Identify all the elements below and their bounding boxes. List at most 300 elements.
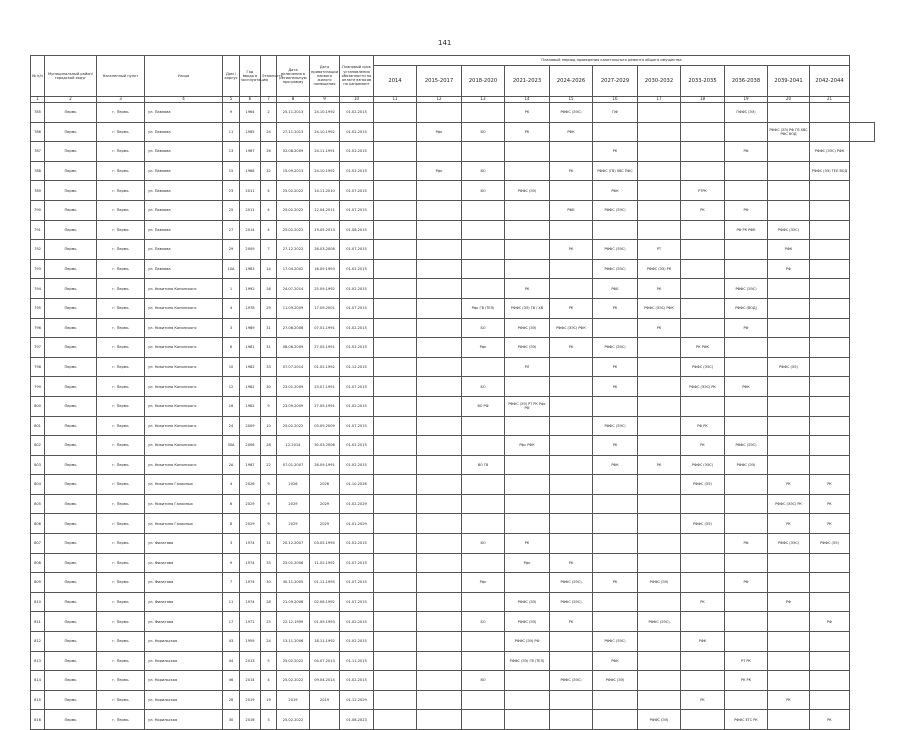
- column-number: 16: [593, 97, 638, 103]
- schedule-cell: [810, 436, 850, 456]
- house-cell: 28: [223, 690, 240, 710]
- schedule-cell: Рфс: [462, 573, 505, 593]
- house-cell: 44: [223, 651, 240, 671]
- house-cell: 46: [223, 671, 240, 691]
- schedule-cell: [725, 632, 768, 652]
- schedule-cell: [550, 710, 593, 730]
- schedule-cell: [505, 416, 550, 436]
- year-header: 2015-2017: [417, 66, 462, 97]
- house-cell: 2А: [223, 455, 240, 475]
- settlement-cell: г. Пермь: [97, 534, 145, 554]
- built-year-cell: 1974: [240, 592, 261, 612]
- table-row: [31, 142, 875, 162]
- street-cell: ул. Павлова: [145, 103, 223, 123]
- schedule-cell: РФФС (ЭЭС): [550, 573, 593, 593]
- municipality-cell: Пермь: [45, 573, 97, 593]
- schedule-cell: РФК: [593, 651, 638, 671]
- schedule-cell: [810, 200, 850, 220]
- municipality-cell: Пермь: [45, 671, 97, 691]
- schedule-cell: [462, 259, 505, 279]
- schedule-cell: РФФС (ЭЭ) РТ РК Рфс РФ: [505, 396, 550, 416]
- column-number: 18: [681, 97, 725, 103]
- table-row: [31, 240, 875, 260]
- schedule-cell: [681, 298, 725, 318]
- schedule-cell: БО: [462, 612, 505, 632]
- built-year-cell: 1983: [240, 259, 261, 279]
- settlement-cell: г. Пермь: [97, 475, 145, 495]
- built-year-cell: 2011: [240, 181, 261, 201]
- schedule-cell: [417, 592, 462, 612]
- schedule-cell: [417, 690, 462, 710]
- built-year-cell: 2009: [240, 240, 261, 260]
- schedule-cell: [638, 651, 681, 671]
- schedule-cell: [417, 200, 462, 220]
- schedule-cell: ВО: [462, 671, 505, 691]
- schedule-cell: [768, 279, 810, 299]
- schedule-cell: РК: [593, 436, 638, 456]
- included-date-cell: 13.11.2006: [277, 632, 310, 652]
- street-cell: ул. Павлова: [145, 240, 223, 260]
- street-cell: ул. Норильская: [145, 632, 223, 652]
- street-cell: ул. Никитина Галкиных: [145, 475, 223, 495]
- municipality-cell: Пермь: [45, 318, 97, 338]
- settlement-cell: г. Пермь: [97, 651, 145, 671]
- floors-cell: 31: [261, 534, 277, 554]
- schedule-cell: РФФС (ЭЭ): [505, 612, 550, 632]
- schedule-cell: РФФС (ЭЭС): [550, 671, 593, 691]
- schedule-cell: [768, 181, 810, 201]
- table-row: [31, 612, 875, 632]
- schedule-cell: [638, 690, 681, 710]
- settlement-cell: г. Пермь: [97, 690, 145, 710]
- schedule-cell: РФК: [768, 240, 810, 260]
- table-row: [31, 494, 875, 514]
- street-cell: ул. Филатова: [145, 534, 223, 554]
- column-number: 9: [310, 97, 340, 103]
- schedule-cell: РФФС (ЭЭС): [725, 436, 768, 456]
- settlement-cell: г. Пермь: [97, 220, 145, 240]
- schedule-cell: [638, 632, 681, 652]
- schedule-cell: [681, 651, 725, 671]
- municipality-cell: Пермь: [45, 455, 97, 475]
- header-privatized: Дата приватизации первого жилого помещения: [310, 56, 340, 97]
- schedule-cell: РК: [681, 592, 725, 612]
- schedule-cell: [681, 534, 725, 554]
- deadline-date-cell: 01.02.2015: [340, 122, 374, 142]
- municipality-cell: Пермь: [45, 494, 97, 514]
- built-year-cell: 2016: [240, 710, 261, 730]
- row-number: 798: [31, 357, 45, 377]
- schedule-cell: [725, 161, 768, 181]
- schedule-cell: [681, 671, 725, 691]
- privatized-date-cell: 03.05.1995: [310, 534, 340, 554]
- schedule-cell: РФФС (ЭЭС): [593, 240, 638, 260]
- schedule-cell: РФФС (ЭЭ): [638, 573, 681, 593]
- schedule-cell: РФФС (ЭЭ): [768, 357, 810, 377]
- schedule-cell: [768, 632, 810, 652]
- deadline-date-cell: 01.08.2023: [340, 710, 374, 730]
- municipality-cell: Пермь: [45, 534, 97, 554]
- deadline-date-cell: 01.08.2015: [340, 220, 374, 240]
- schedule-cell: [550, 142, 593, 162]
- table-row: [31, 632, 875, 652]
- street-cell: ул. Никитина Конопского: [145, 298, 223, 318]
- privatized-date-cell: 12.04.2011: [310, 200, 340, 220]
- house-cell: 15: [223, 161, 240, 181]
- table-row: [31, 122, 875, 142]
- house-cell: 13: [223, 142, 240, 162]
- schedule-cell: [768, 377, 810, 397]
- row-number: 787: [31, 142, 45, 162]
- schedule-cell: [417, 338, 462, 358]
- column-number: 12: [417, 97, 462, 103]
- schedule-cell: [681, 279, 725, 299]
- schedule-cell: [638, 357, 681, 377]
- schedule-cell: [638, 436, 681, 456]
- privatized-date-cell: 07.01.1991: [310, 318, 340, 338]
- deadline-date-cell: 01.02.2015: [340, 338, 374, 358]
- row-number: 816: [31, 710, 45, 730]
- header-settlement: Населенный пункт: [97, 56, 145, 97]
- floors-cell: 2: [261, 103, 277, 123]
- schedule-cell: [638, 338, 681, 358]
- schedule-cell: [768, 553, 810, 573]
- schedule-cell: [768, 338, 810, 358]
- privatized-date-cell: 17.09.2001: [310, 298, 340, 318]
- schedule-cell: [550, 357, 593, 377]
- built-year-cell: 1967: [240, 142, 261, 162]
- schedule-cell: [417, 671, 462, 691]
- street-cell: ул. Павлова: [145, 122, 223, 142]
- house-cell: 4: [223, 475, 240, 495]
- municipality-cell: Пермь: [45, 259, 97, 279]
- schedule-cell: [550, 632, 593, 652]
- schedule-cell: РФК: [681, 632, 725, 652]
- row-number: 810: [31, 592, 45, 612]
- schedule-cell: [374, 377, 417, 397]
- schedule-cell: [810, 455, 850, 475]
- schedule-cell: [462, 651, 505, 671]
- schedule-cell: РФ: [725, 142, 768, 162]
- schedule-cell: Рфс РФК: [505, 436, 550, 456]
- schedule-cell: [417, 710, 462, 730]
- schedule-cell: [374, 142, 417, 162]
- schedule-cell: РФФС (ЭЭ): [505, 318, 550, 338]
- built-year-cell: 2029: [240, 494, 261, 514]
- built-year-cell: 1981: [240, 338, 261, 358]
- deadline-date-cell: 01.02.2015: [340, 612, 374, 632]
- municipality-cell: Пермь: [45, 475, 97, 495]
- floors-cell: 28: [261, 436, 277, 456]
- municipality-cell: Пермь: [45, 416, 97, 436]
- table-row: [31, 357, 875, 377]
- schedule-cell: [417, 259, 462, 279]
- schedule-cell: [374, 103, 417, 123]
- settlement-cell: г. Пермь: [97, 671, 145, 691]
- schedule-cell: РФФС (ЭЭ) РК: [638, 259, 681, 279]
- year-header: 2042-2044: [810, 66, 850, 97]
- schedule-cell: РЛ: [505, 357, 550, 377]
- schedule-cell: Рфс: [417, 161, 462, 181]
- schedule-cell: ВО: [462, 122, 505, 142]
- schedule-cell: [374, 710, 417, 730]
- schedule-cell: [768, 142, 810, 162]
- house-cell: 6: [223, 338, 240, 358]
- schedule-cell: РФФС (ЭЭ) ГВ / ХВ: [505, 298, 550, 318]
- row-number: 795: [31, 298, 45, 318]
- schedule-cell: [505, 377, 550, 397]
- built-year-cell: 1974: [240, 534, 261, 554]
- schedule-cell: [462, 357, 505, 377]
- included-date-cell: 27.12.2022: [277, 240, 310, 260]
- schedule-cell: [417, 103, 462, 123]
- schedule-cell: РФ: [725, 200, 768, 220]
- schedule-cell: РФФС (ЭЭС): [593, 200, 638, 220]
- included-date-cell: 08.06.2009: [277, 338, 310, 358]
- table-row: [31, 103, 875, 123]
- schedule-cell: РК: [593, 377, 638, 397]
- floors-cell: 31: [261, 338, 277, 358]
- floors-cell: 9: [261, 475, 277, 495]
- municipality-cell: Пермь: [45, 103, 97, 123]
- header-plan-group: Плановый период проведения капитального ремонта общего имущества: [374, 56, 850, 66]
- street-cell: ул. Норильская: [145, 690, 223, 710]
- schedule-cell: [374, 338, 417, 358]
- schedule-cell: [768, 651, 810, 671]
- house-cell: 17: [223, 612, 240, 632]
- built-year-cell: 1987: [240, 455, 261, 475]
- schedule-cell: РФФС ЕТС РК: [725, 710, 768, 730]
- schedule-cell: [417, 416, 462, 436]
- included-date-cell: 07.01.2007: [277, 455, 310, 475]
- schedule-cell: [810, 690, 850, 710]
- privatized-date-cell: 25.09.1992: [310, 279, 340, 299]
- street-cell: ул. Филатова: [145, 612, 223, 632]
- schedule-cell: Рфс: [417, 122, 462, 142]
- schedule-cell: [725, 181, 768, 201]
- schedule-cell: [417, 553, 462, 573]
- house-cell: 9: [223, 553, 240, 573]
- privatized-date-cell: 18.11.1992: [310, 632, 340, 652]
- settlement-cell: г. Пермь: [97, 298, 145, 318]
- floors-cell: 3: [261, 710, 277, 730]
- schedule-cell: РФ: [810, 612, 850, 632]
- built-year-cell: 1974: [240, 573, 261, 593]
- included-date-cell: 2026: [277, 475, 310, 495]
- schedule-cell: РФ: [725, 534, 768, 554]
- row-number: 806: [31, 514, 45, 534]
- municipality-cell: Пермь: [45, 710, 97, 730]
- column-number: 7: [261, 97, 277, 103]
- schedule-cell: [374, 494, 417, 514]
- schedule-cell: [681, 573, 725, 593]
- header-municipality: Муниципальный район/городской округ: [45, 56, 97, 97]
- municipality-cell: Пермь: [45, 338, 97, 358]
- schedule-cell: [768, 103, 810, 123]
- floors-cell: 30: [261, 377, 277, 397]
- column-number: 2: [45, 97, 97, 103]
- floors-cell: 30: [261, 573, 277, 593]
- schedule-cell: РК: [810, 710, 850, 730]
- deadline-date-cell: 01.10.2026: [340, 475, 374, 495]
- house-cell: 3: [223, 534, 240, 554]
- built-year-cell: 2011: [240, 200, 261, 220]
- schedule-cell: [850, 122, 875, 142]
- row-number: 802: [31, 436, 45, 456]
- schedule-cell: [374, 416, 417, 436]
- schedule-cell: [593, 396, 638, 416]
- row-number: 796: [31, 318, 45, 338]
- schedule-cell: [681, 553, 725, 573]
- privatized-date-cell: [310, 710, 340, 730]
- included-date-cell: 25.02.2022: [277, 200, 310, 220]
- house-cell: 43: [223, 632, 240, 652]
- schedule-cell: РФФС (ЭЭ): [810, 534, 850, 554]
- schedule-cell: [810, 298, 850, 318]
- schedule-cell: РК: [681, 436, 725, 456]
- schedule-cell: [725, 514, 768, 534]
- schedule-cell: [462, 103, 505, 123]
- floors-cell: 26: [261, 142, 277, 162]
- settlement-cell: г. Пермь: [97, 377, 145, 397]
- built-year-cell: 1965: [240, 122, 261, 142]
- schedule-cell: [681, 122, 725, 142]
- deadline-date-cell: 01.07.2015: [340, 298, 374, 318]
- table-row: [31, 181, 875, 201]
- schedule-cell: [810, 240, 850, 260]
- street-cell: ул. Норильская: [145, 651, 223, 671]
- schedule-cell: [417, 436, 462, 456]
- table-row: [31, 534, 875, 554]
- settlement-cell: г. Пермь: [97, 357, 145, 377]
- schedule-cell: [462, 436, 505, 456]
- house-cell: 11: [223, 122, 240, 142]
- table-row: [31, 259, 875, 279]
- schedule-cell: РФФС (ЭЭС): [550, 103, 593, 123]
- schedule-cell: РФФС (ЭЭС): [593, 338, 638, 358]
- street-cell: ул. Никитина Конопского: [145, 377, 223, 397]
- schedule-cell: [638, 494, 681, 514]
- schedule-cell: РФ РК: [681, 416, 725, 436]
- row-number: 809: [31, 573, 45, 593]
- schedule-cell: [374, 122, 417, 142]
- municipality-cell: Пермь: [45, 612, 97, 632]
- schedule-cell: [417, 298, 462, 318]
- included-date-cell: 23.01.2009: [277, 377, 310, 397]
- house-cell: 4: [223, 298, 240, 318]
- schedule-cell: [768, 710, 810, 730]
- schedule-cell: [725, 259, 768, 279]
- schedule-cell: [374, 455, 417, 475]
- street-cell: ул. Филатова: [145, 553, 223, 573]
- schedule-cell: [681, 396, 725, 416]
- settlement-cell: г. Пермь: [97, 200, 145, 220]
- row-number: 811: [31, 612, 45, 632]
- privatized-date-cell: 2029: [310, 514, 340, 534]
- schedule-cell: [810, 103, 850, 123]
- schedule-cell: [725, 494, 768, 514]
- schedule-cell: [638, 142, 681, 162]
- schedule-cell: [681, 103, 725, 123]
- table-row: [31, 279, 875, 299]
- header-built: Год ввода в эксплуатацию: [240, 56, 261, 97]
- row-number: 785: [31, 103, 45, 123]
- schedule-cell: [725, 416, 768, 436]
- privatized-date-cell: 01.09.1993: [310, 612, 340, 632]
- column-number: 3: [97, 97, 145, 103]
- schedule-cell: [681, 318, 725, 338]
- schedule-cell: Рфс: [505, 553, 550, 573]
- included-date-cell: 2029: [277, 514, 310, 534]
- included-date-cell: 27.11.2013: [277, 122, 310, 142]
- settlement-cell: г. Пермь: [97, 612, 145, 632]
- schedule-cell: [505, 671, 550, 691]
- table-row: [31, 298, 875, 318]
- house-cell: 30: [223, 710, 240, 730]
- row-number: 807: [31, 534, 45, 554]
- settlement-cell: г. Пермь: [97, 259, 145, 279]
- included-date-cell: 25.02.2022: [277, 220, 310, 240]
- house-cell: 10А: [223, 259, 240, 279]
- built-year-cell: 2019: [240, 690, 261, 710]
- included-date-cell: 23.09.2009: [277, 396, 310, 416]
- built-year-cell: 2006: [240, 436, 261, 456]
- street-cell: ул. Никитина Конопского: [145, 338, 223, 358]
- schedule-cell: РФФС (ВОД): [725, 298, 768, 318]
- schedule-cell: [417, 494, 462, 514]
- house-cell: 25: [223, 200, 240, 220]
- schedule-cell: [593, 122, 638, 142]
- included-date-cell: 25.01.2006: [277, 553, 310, 573]
- schedule-cell: [768, 573, 810, 593]
- schedule-cell: [505, 573, 550, 593]
- municipality-cell: Пермь: [45, 279, 97, 299]
- floors-cell: 9: [261, 396, 277, 416]
- schedule-cell: [374, 161, 417, 181]
- schedule-cell: РК: [550, 338, 593, 358]
- schedule-cell: [810, 573, 850, 593]
- included-date-cell: 25.02.2022: [277, 181, 310, 201]
- header-included: Дата включения в региональную программу: [277, 56, 310, 97]
- row-number: 814: [31, 671, 45, 691]
- street-cell: ул. Норильская: [145, 671, 223, 691]
- schedule-cell: РФ: [768, 259, 810, 279]
- schedule-cell: [593, 592, 638, 612]
- schedule-cell: Рфс ГВ (ТЕЛ): [462, 298, 505, 318]
- table-row: [31, 455, 875, 475]
- schedule-cell: РФК: [725, 377, 768, 397]
- privatized-date-cell: 03.09.2009: [310, 416, 340, 436]
- municipality-cell: Пермь: [45, 377, 97, 397]
- table-row: [31, 416, 875, 436]
- floors-cell: 31: [261, 318, 277, 338]
- column-number: 17: [638, 97, 681, 103]
- column-number: 21: [810, 97, 850, 103]
- privatized-date-cell: 24.10.1992: [310, 161, 340, 181]
- house-cell: 23: [223, 181, 240, 201]
- schedule-cell: [768, 161, 810, 181]
- schedule-cell: РК: [505, 279, 550, 299]
- schedule-cell: [638, 377, 681, 397]
- privatized-date-cell: 24.11.1991: [310, 142, 340, 162]
- schedule-cell: РК: [810, 475, 850, 495]
- schedule-cell: [768, 671, 810, 691]
- floors-cell: 22: [261, 455, 277, 475]
- built-year-cell: 1964: [240, 103, 261, 123]
- schedule-cell: РФФС (ЭЭС) РК: [681, 377, 725, 397]
- schedule-cell: [681, 240, 725, 260]
- header-deadline: Плановый срок установления обязанности по оплате взносов на капремонт: [340, 56, 374, 97]
